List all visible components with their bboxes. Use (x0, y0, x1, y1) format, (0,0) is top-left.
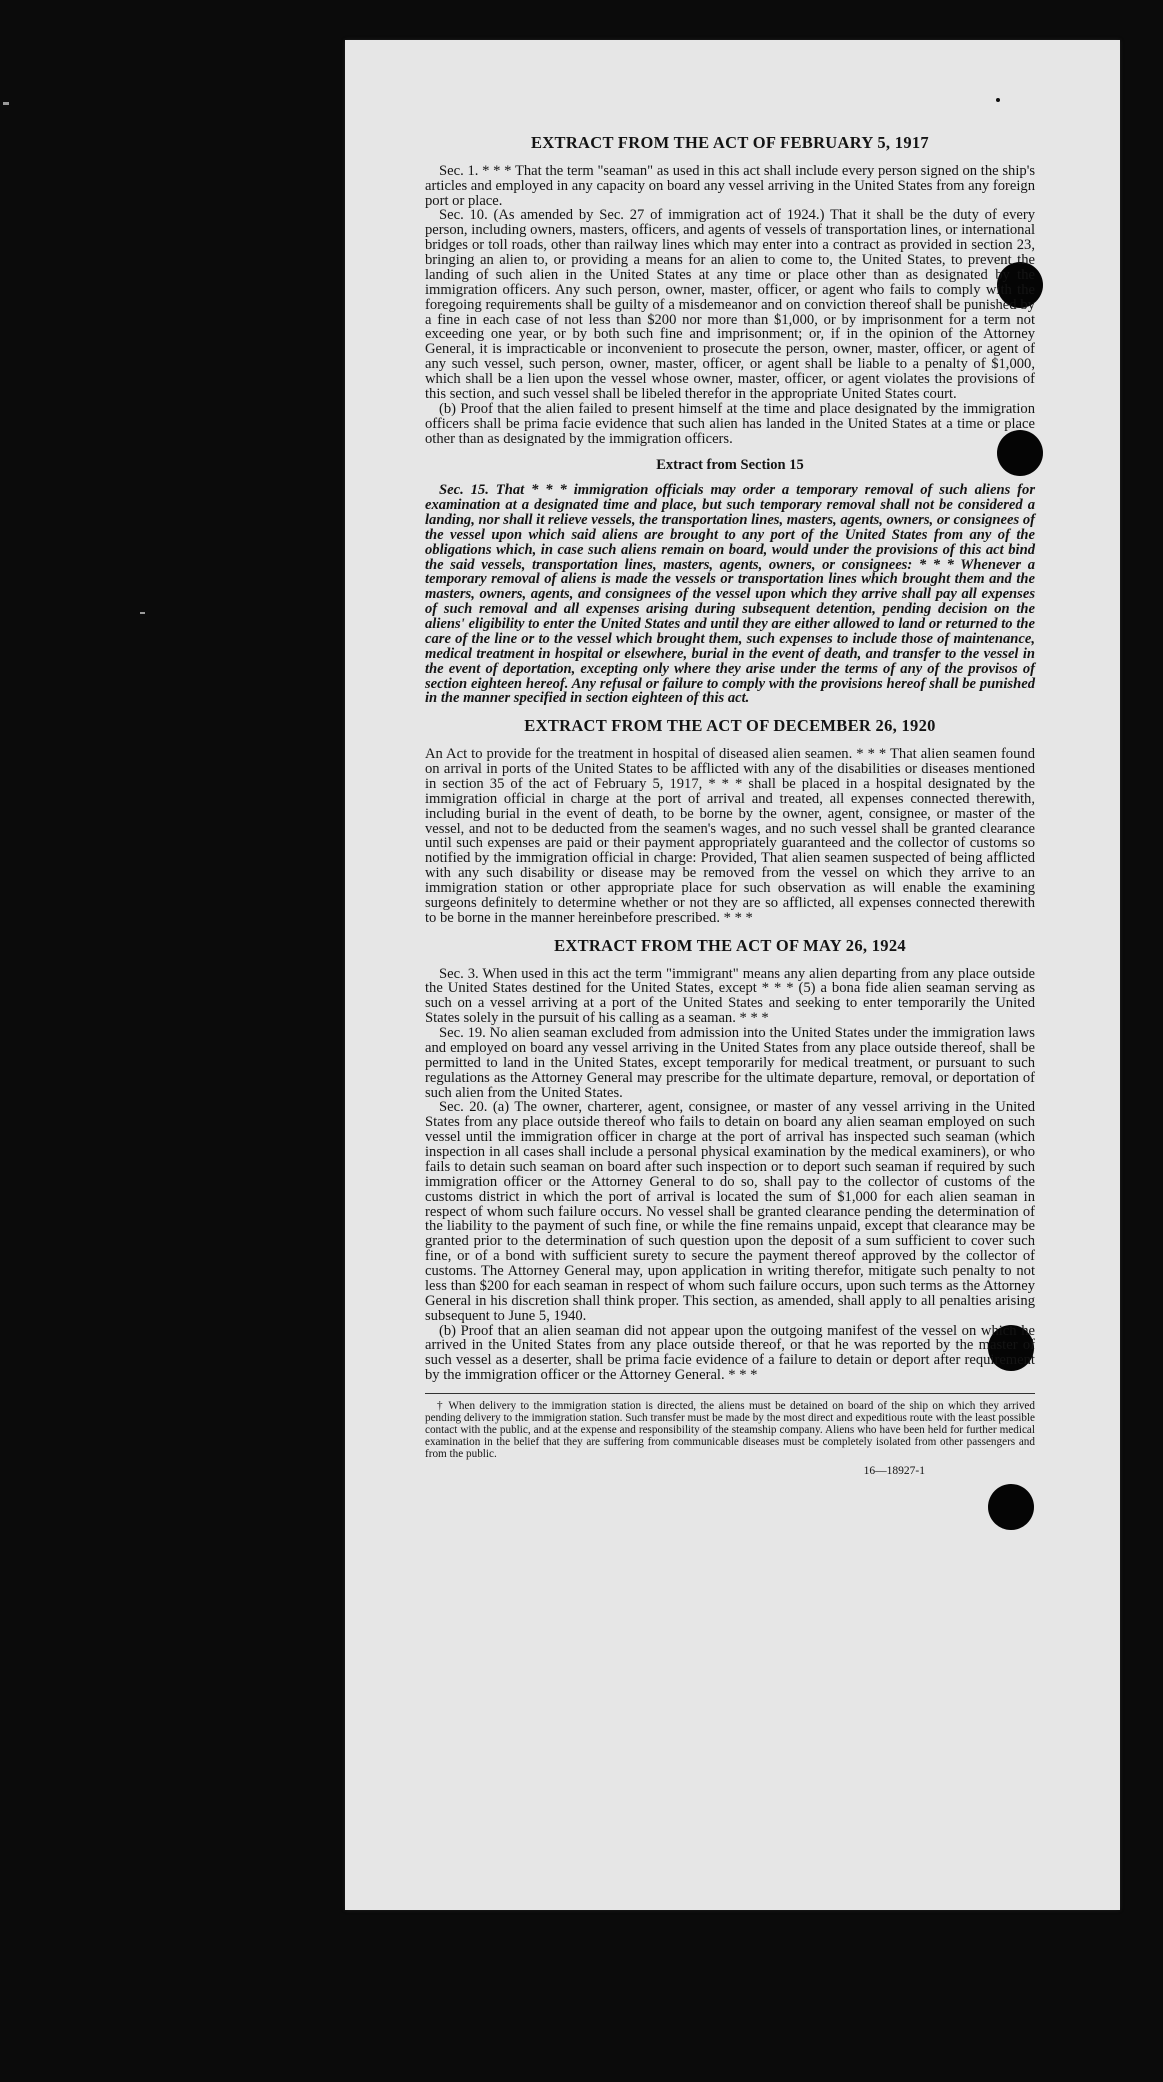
heading-act-1917: EXTRACT FROM THE ACT OF FEBRUARY 5, 1917 (531, 133, 929, 152)
punch-hole-4 (988, 1484, 1034, 1530)
paragraph-sec-3: Sec. 3. When used in this act the term "immigrant" means any alien departing from any place outside the United States destined for the United States, except * * * (5) a bona fide alien seaman serving as such on a vessel arriving at a port of the United States and seeking to enter temporarily the United States solely in the pursuit of his calling as a seaman. * * * (425, 965, 1035, 1027)
document-page (345, 40, 1120, 1910)
scan-artifact (140, 612, 145, 614)
paragraph-sec-10: Sec. 10. (As amended by Sec. 27 of immigration act of 1924.) That it shall be the duty of every person, including owners, masters, officers, and agents of vessels of transportation lines, or international bridges or toll roads, other than railway lines which may enter into a contract as provided in section 23, bringing an alien to, or providing a means for an alien to come to, the United States, to prevent the landing of such alien in the United States at any time or place other than as designated by the immigration officers. Any such person, owner, master, officer, or agent who fails to comply with the foregoing requirements shall be guilty of a misdemeanor and on conviction thereof shall be punished by a fine in each case of not less than $200 nor more than $1,000, or by imprisonment for a term not exceeding one year, or by both such fine and imprisonment; or, if in the opinion of the Attorney General, it is impracticable or inconvenient to prosecute the person, owner, master, officer, or agent of any such vessel, such person, owner, master, officer, or agent shall be liable to a penalty of $1,000, which shall be a lien upon the vessel whose owner, master, officer, or agent violates the provisions of this section, and such vessel shall be libeled therefor in the appropriate United States court. (425, 207, 1035, 402)
paragraph-sec-10-b: (b) Proof that the alien failed to present himself at the time and place designated by the immigration officers shall be prima facie evidence that such alien has landed in the United States at a time or place other than as designated by the immigration officers. (425, 400, 1035, 447)
footnote (425, 1393, 1035, 1460)
form-code: 16—18927-1 (863, 1465, 925, 1478)
document-body (425, 135, 1035, 1478)
scan-artifact (3, 102, 9, 105)
paragraph-sec-1: Sec. 1. * * * That the term "seaman" as used in this act shall include every person signed on the ship's articles and employed in any capacity on board any vessel arriving in the United States from any foreign port or place. (425, 162, 1035, 209)
heading-act-1924: EXTRACT FROM THE ACT OF MAY 26, 1924 (554, 935, 906, 955)
footnote-text: † When delivery to the immigration station is directed, the aliens must be detained on board of the ship on which they arrived pending delivery to the immigration station. Such transfer must be made by the most direct and expeditious route with the least possible contact with the public, and at the expense and responsibility of the steamship company. Aliens who have been held for further medical examination in the belief that they are suffering from communicable diseases must be completely isolated from other passengers and from the public. (425, 1400, 1035, 1461)
paragraph-sec-15: Sec. 15. That * * * immigration officials may order a temporary removal of such aliens for examination at a designated time and place, but such temporary removal shall not be considered a landing, nor shall it relieve vessels, the transportation lines, masters, agents, owners, or consignees of the vessel upon which said aliens are brought to any port of the United States from any of the obligations which, in case such aliens remain on board, would under the provisions of this act bind the said vessels, transportation lines, masters, agents, owners, or consignees: * * * Whenever a temporary removal of aliens is made the vessels or transportation lines which brought them and the masters, owners, agents, and consignees of the vessel upon which they arrive shall pay all expenses of such removal and all expenses arising during subsequent detention, pending decision on the aliens' eligibility to enter the United States and until they are either allowed to land or returned to the care of the line or to the vessel which brought them, such expenses to include those of maintenance, medical treatment in hospital or elsewhere, burial in the event of death, and transfer to the vessel in the event of deportation, excepting only where they arise under the terms of any of the provisos of section eighteen hereof. Any refusal or failure to comply with the provisions hereof shall be punished in the manner specified in section eighteen of this act. (425, 482, 1035, 707)
heading-act-1920: EXTRACT FROM THE ACT OF DECEMBER 26, 1920 (524, 716, 936, 736)
paragraph-sec-19: Sec. 19. No alien seaman excluded from admission into the United States under the immigration laws and employed on board any vessel arriving in the United States from any place outside thereof, shall be permitted to land in the United States, except temporarily for medical treatment, or pursuant to such regulations as the Attorney General may prescribe for the ultimate departure, removal, or deportation of such alien from the United States. (425, 1025, 1035, 1101)
speck-mark (996, 98, 1000, 102)
paragraph-sec-20-b: (b) Proof that an alien seaman did not appear upon the outgoing manifest of the vessel on which he arrived in the United States from any place outside thereof, or that he was reported by the master of such vessel as a deserter, shall be prima facie evidence of a failure to detain or deport after requirement by the immigration officer or the Attorney General. * * * (425, 1322, 1035, 1384)
heading-section-15: Extract from Section 15 (656, 457, 804, 474)
paragraph-sec-20-a: Sec. 20. (a) The owner, charterer, agent, consignee, or master of any vessel arriving in the United States from any place outside thereof who fails to detain on board any alien seaman employed on such vessel until the immigration officer in charge at the port of arrival has inspected such seaman (which inspection in all cases shall include a personal physical examination by the medical examiners), or who fails to detain such seaman on board after such inspection or to deport such seaman if required by such immigration officer or the Attorney General to do so, shall pay to the collector of customs of the customs district in which the port of arrival is located the sum of $1,000 for each alien seaman in respect of whom such failure occurs. No vessel shall be granted clearance pending the determination of the liability to the payment of such fine, or while the fine remains unpaid, except that clearance may be granted prior to the determination of such question upon the deposit of a sum sufficient to cover such fine, or of a bond with sufficient surety to secure the payment thereof approved by the collector of customs. The Attorney General may, upon application in writing therefor, mitigate such penalty to not less than $200 for each seaman in respect of whom such failure occurs, upon such terms as the Attorney General in his discretion shall think proper. This section, as amended, shall apply to all penalties arising subsequent to June 5, 1940. (425, 1099, 1035, 1324)
paragraph-act-1920: An Act to provide for the treatment in hospital of diseased alien seamen. * * * That alien seamen found on arrival in ports of the United States to be afflicted with any of the disabilities or diseases mentioned in section 35 of the act of February 5, 1917, * * * shall be placed in a hospital designated by the immigration official in charge at the port of arrival and treated, all expenses connected therewith, including burial in the event of death, to be borne by the owner, agent, consignee, or master of the vessel, and not to be deducted from the seamen's wages, and no such vessel shall be granted clearance until such expenses are paid or their payment appropriately guaranteed and the collector of customs so notified by the immigration official in charge: Provided, That alien seamen suspected of being afflicted with any such disability or disease may be removed from the vessel on which they arrive to an immigration station or other appropriate place for such observation as will enable the examining surgeons definitely to determine whether or not they are so afflicted, all expenses connected therewith to be borne in the manner hereinbefore prescribed. * * * (425, 746, 1035, 926)
